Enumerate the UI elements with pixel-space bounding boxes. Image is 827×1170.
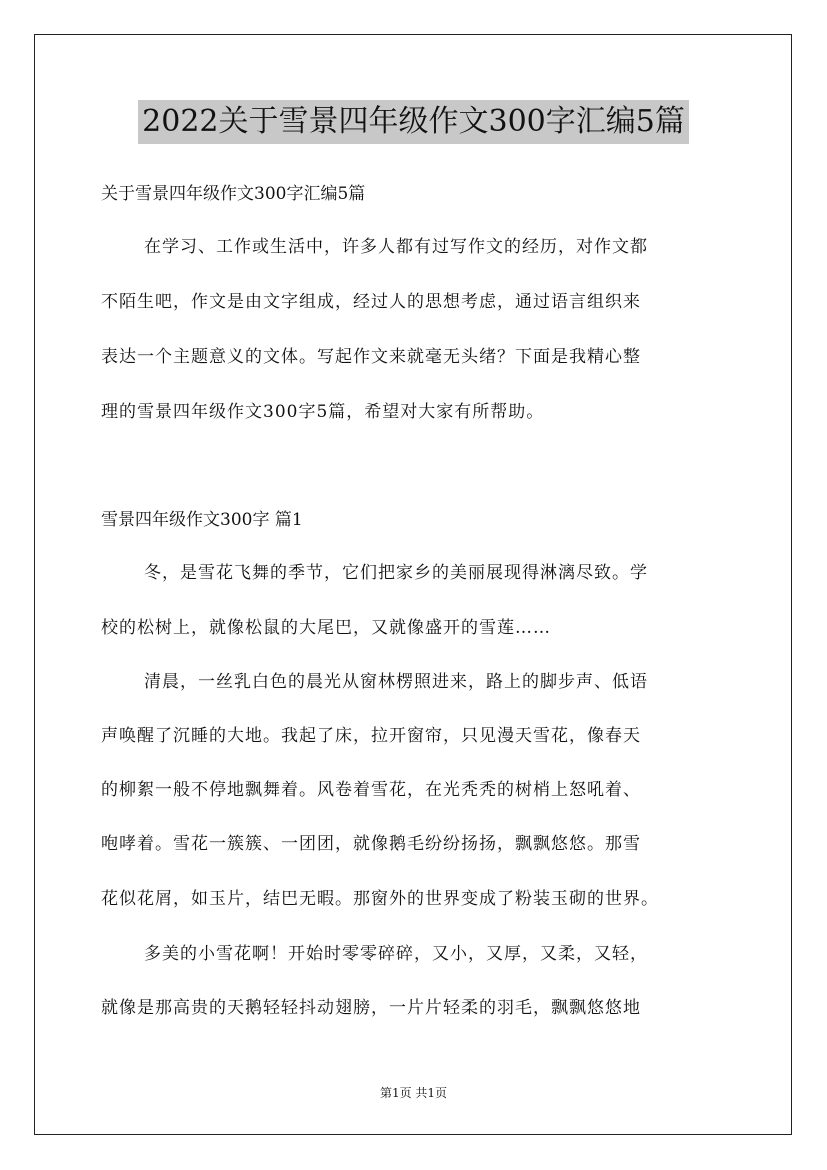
page-number-footer: 第1页 共1页 xyxy=(379,1086,448,1100)
para2-line-4: 咆哮着。雪花一簇簇、一团团，就像鹅毛纷纷扬扬，飘飘悠悠。那雪 xyxy=(101,834,641,854)
document-subtitle: 关于雪景四年级作文300字汇编5篇 xyxy=(101,184,366,204)
para3-line-1: 多美的小雪花啊！开始时零零碎碎，又小，又厚，又柔，又轻， xyxy=(144,944,648,964)
intro-line-3: 表达一个主题意义的文体。写起作文来就毫无头绪？下面是我精心整 xyxy=(101,347,641,367)
para1-line-1: 冬，是雪花飞舞的季节，它们把家乡的美丽展现得淋漓尽致。学 xyxy=(144,563,648,583)
para3-line-2: 就像是那高贵的天鹅轻轻抖动翅膀，一片片轻柔的羽毛，飘飘悠悠地 xyxy=(101,998,641,1018)
document-title: 2022关于雪景四年级作文300字汇编5篇 xyxy=(138,100,689,144)
para2-line-1: 清晨，一丝乳白色的晨光从窗林楞照进来，路上的脚步声、低语 xyxy=(144,672,648,692)
intro-line-4: 理的雪景四年级作文300字5篇，希望对大家有所帮助。 xyxy=(101,402,545,422)
para2-line-2: 声唤醒了沉睡的大地。我起了床，拉开窗帘，只见漫天雪花，像春天 xyxy=(101,726,641,746)
title-container xyxy=(0,100,827,144)
intro-line-2: 不陌生吧，作文是由文字组成，经过人的思想考虑，通过语言组织来 xyxy=(101,292,641,312)
para1-line-2: 校的松树上，就像松鼠的大尾巴，又就像盛开的雪莲…… xyxy=(101,618,551,638)
para2-line-3: 的柳絮一般不停地飘舞着。风卷着雪花，在光秃秃的树梢上怒吼着、 xyxy=(101,780,641,800)
intro-line-1: 在学习、工作或生活中，许多人都有过写作文的经历，对作文都 xyxy=(144,237,648,257)
para2-line-5: 花似花屑，如玉片，结巴无暇。那窗外的世界变成了粉装玉砌的世界。 xyxy=(101,889,659,909)
section-heading: 雪景四年级作文300字 篇1 xyxy=(101,510,303,530)
